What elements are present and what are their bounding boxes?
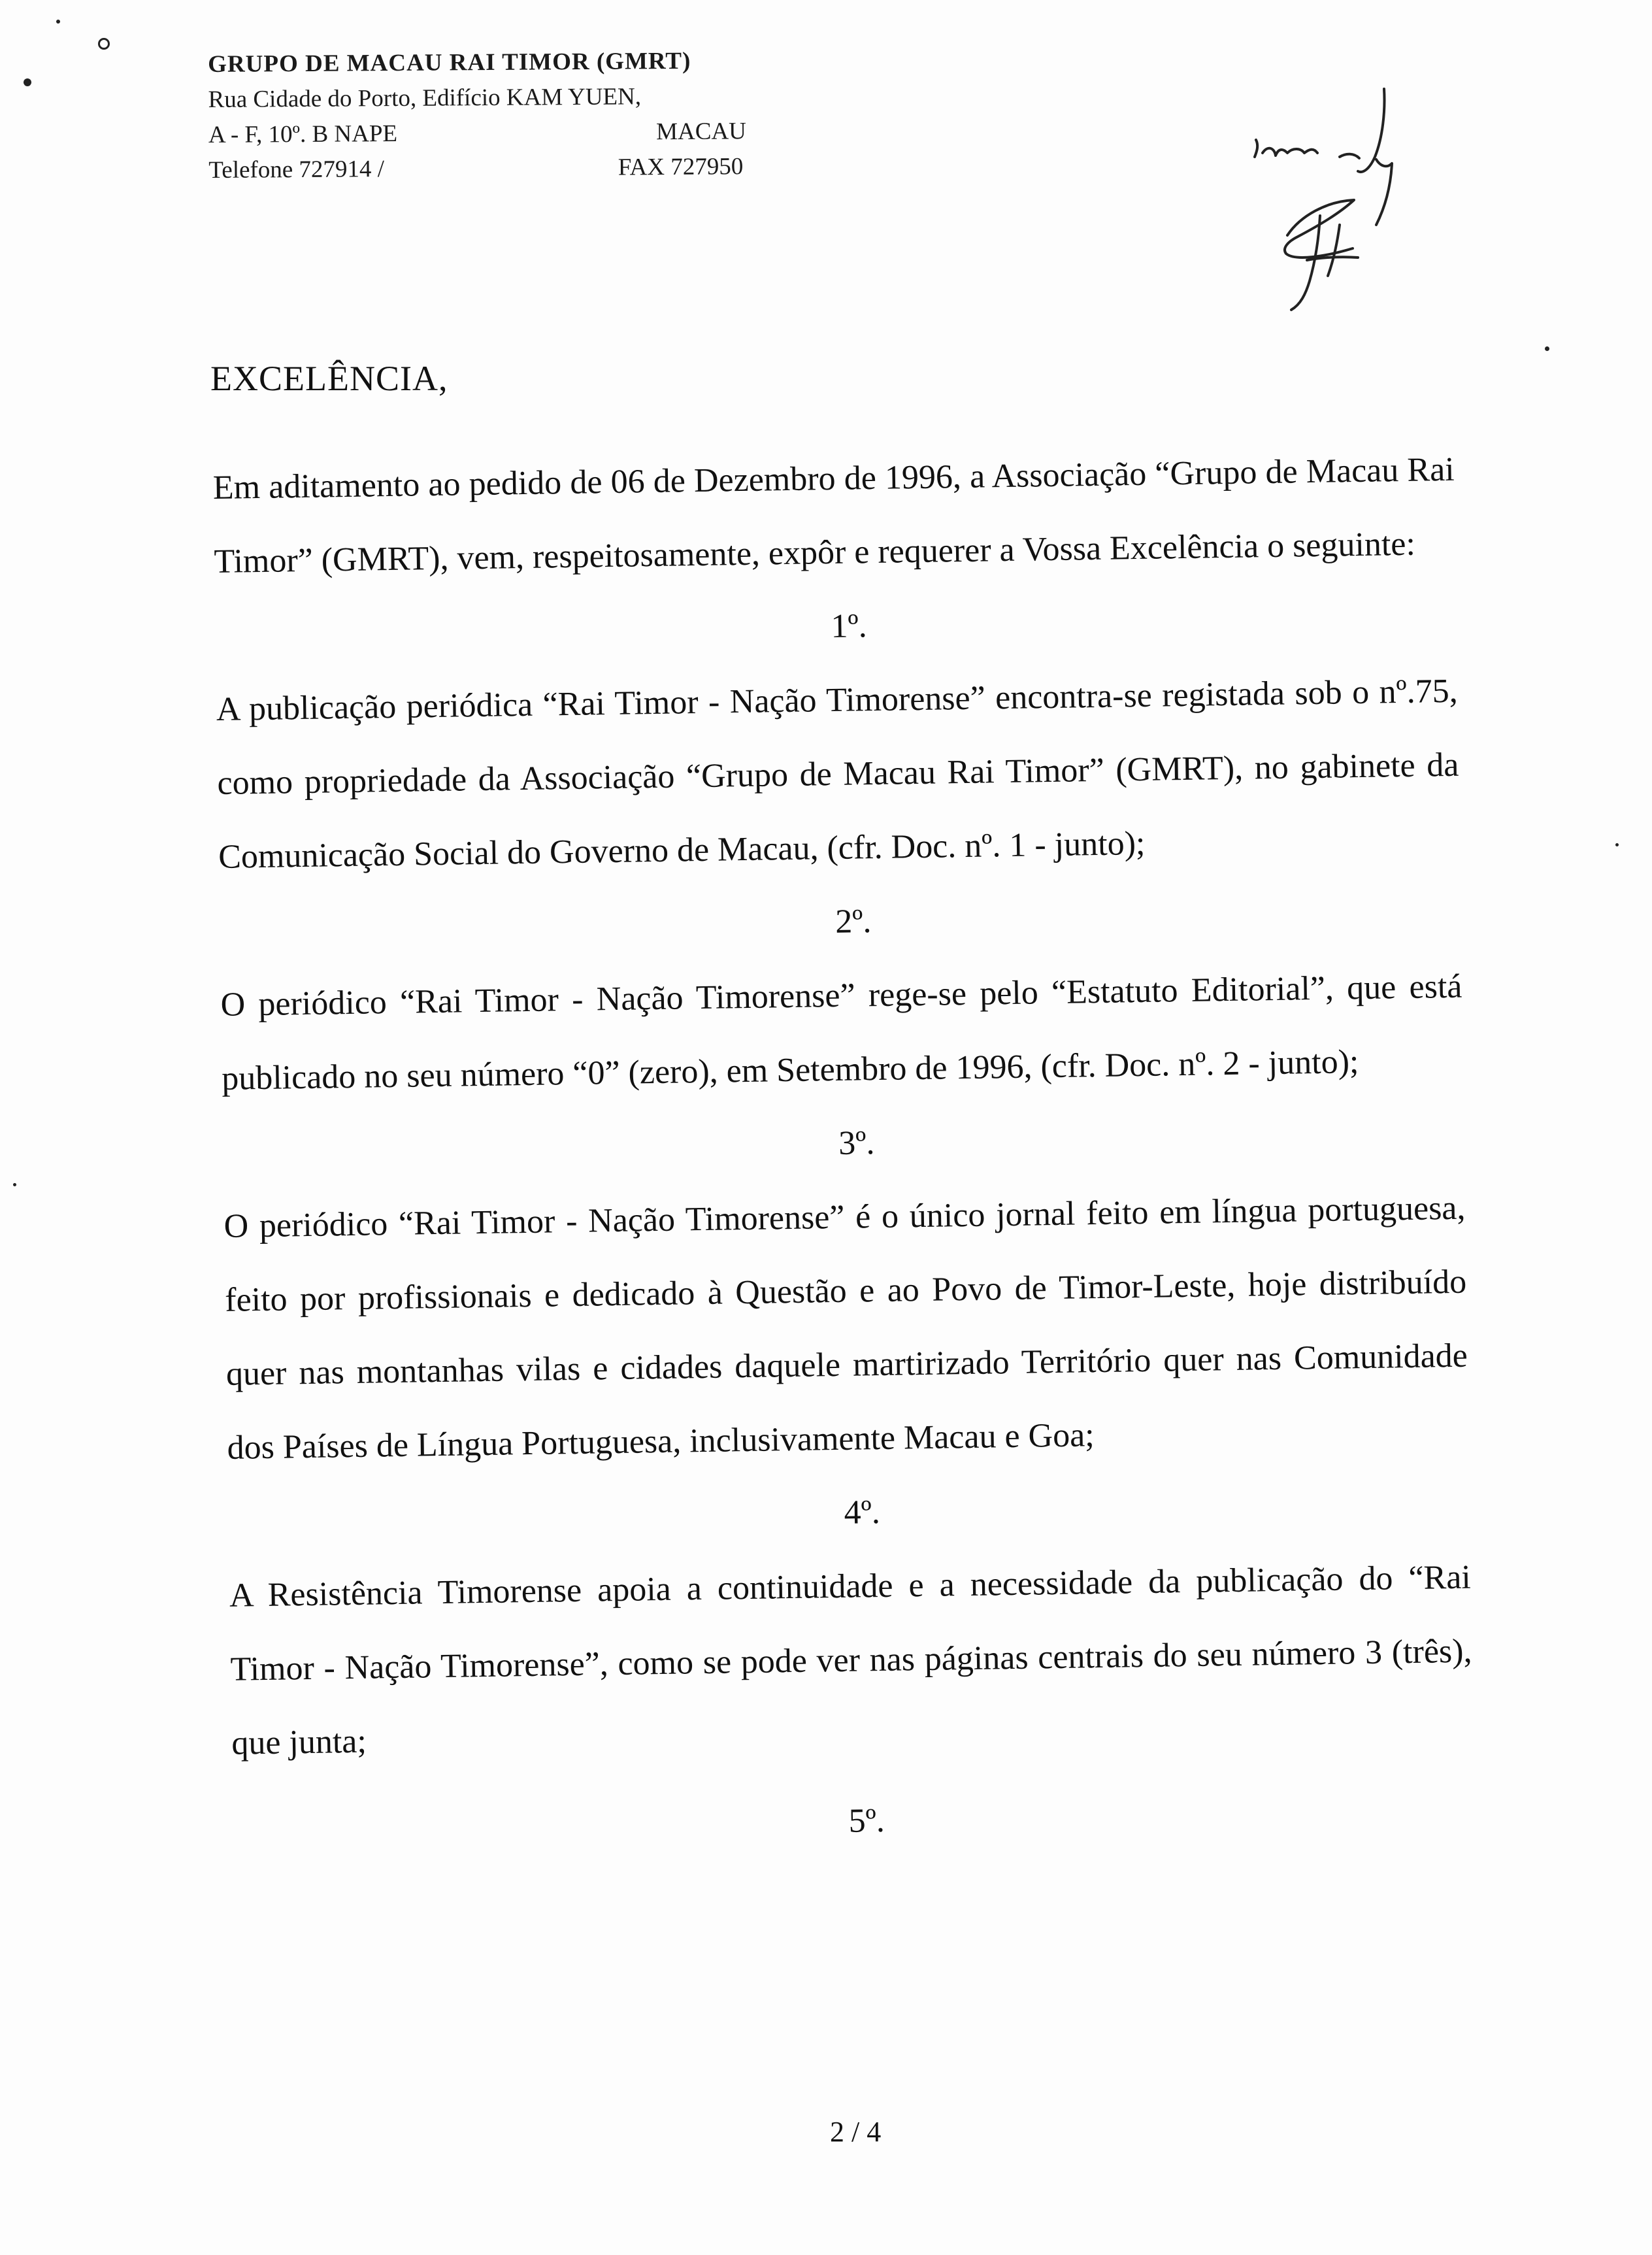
location-right-text: MACAU xyxy=(656,118,747,146)
scan-speck xyxy=(98,38,110,50)
scan-speck xyxy=(1545,346,1549,351)
salutation: EXCELÊNCIA, xyxy=(210,359,448,398)
article-text: O periódico “Rai Timor - Nação Timorense” é o único jornal feito em língua portuguesa, feito por profissionais e dedicado à Questão e ao Povo de Timor-Leste, hoje distribuído quer nas montanhas vilas e cidades daquele martirizado Território quer nas Comunidade dos Países de Língua Portuguesa, inclusivamente Macau e Goa; xyxy=(223,1189,1468,1467)
intro-paragraph: Em aditamento ao pedido de 06 de Dezembro de 1996, a Associação “Grupo de Macau Rai Timor” (GMRT), vem, respeitosamente, expôr e requerer a Vossa Excelência o seguinte: xyxy=(212,450,1455,580)
scan-speck xyxy=(56,20,60,24)
article-text: A Resistência Timorense apoia a continuidade e a necessidade da publicação do “Rai Timor - Nação Timorense”, como se pode ver nas páginas centrais do seu número 3 (três), que junta; xyxy=(229,1558,1472,1762)
address-text: Rua Cidade do Porto, Edifício KAM YUEN, xyxy=(208,83,642,113)
letter-body xyxy=(212,433,1475,1867)
location-left-text: A - F, 10º. B NAPE xyxy=(208,120,398,148)
article-number: 2º. xyxy=(834,903,872,941)
fax-text: FAX 727950 xyxy=(618,153,744,181)
address-line xyxy=(208,78,744,118)
article-number: 3º. xyxy=(838,1124,875,1162)
handwritten-initials-icon xyxy=(1242,85,1412,320)
letterhead xyxy=(208,43,747,188)
contact-line xyxy=(208,149,743,188)
location-line xyxy=(208,114,746,153)
scan-speck xyxy=(1615,843,1619,846)
article-text: A publicação periódica “Rai Timor - Nação Timorense” encontra-se registada sob o nº.75, como propriedade da Associação “Grupo de Macau Rai Timor” (GMRT), no gabinete da Comunicação Social do Governo de Macau, (cfr. Doc. nº. 1 - junto); xyxy=(216,672,1459,876)
organization-name-text: GRUPO DE MACAU RAI TIMOR (GMRT) xyxy=(208,47,691,78)
article-number: 4º. xyxy=(844,1494,881,1531)
article-text: O periódico “Rai Timor - Nação Timorense” rege-se pelo “Estatuto Editorial”, que está publicado no seu número “0” (zero), em Setembro de 1996, (cfr. Doc. nº. 2 - junto); xyxy=(220,967,1462,1097)
phone-text: Telefone 727914 / xyxy=(208,156,385,184)
article-number: 5º. xyxy=(848,1801,885,1840)
article-number: 1º. xyxy=(831,607,868,645)
scan-speck xyxy=(13,1183,16,1186)
scan-speck xyxy=(24,78,31,86)
page-number: 2 / 4 xyxy=(830,2116,882,2148)
organization-name xyxy=(208,43,744,82)
